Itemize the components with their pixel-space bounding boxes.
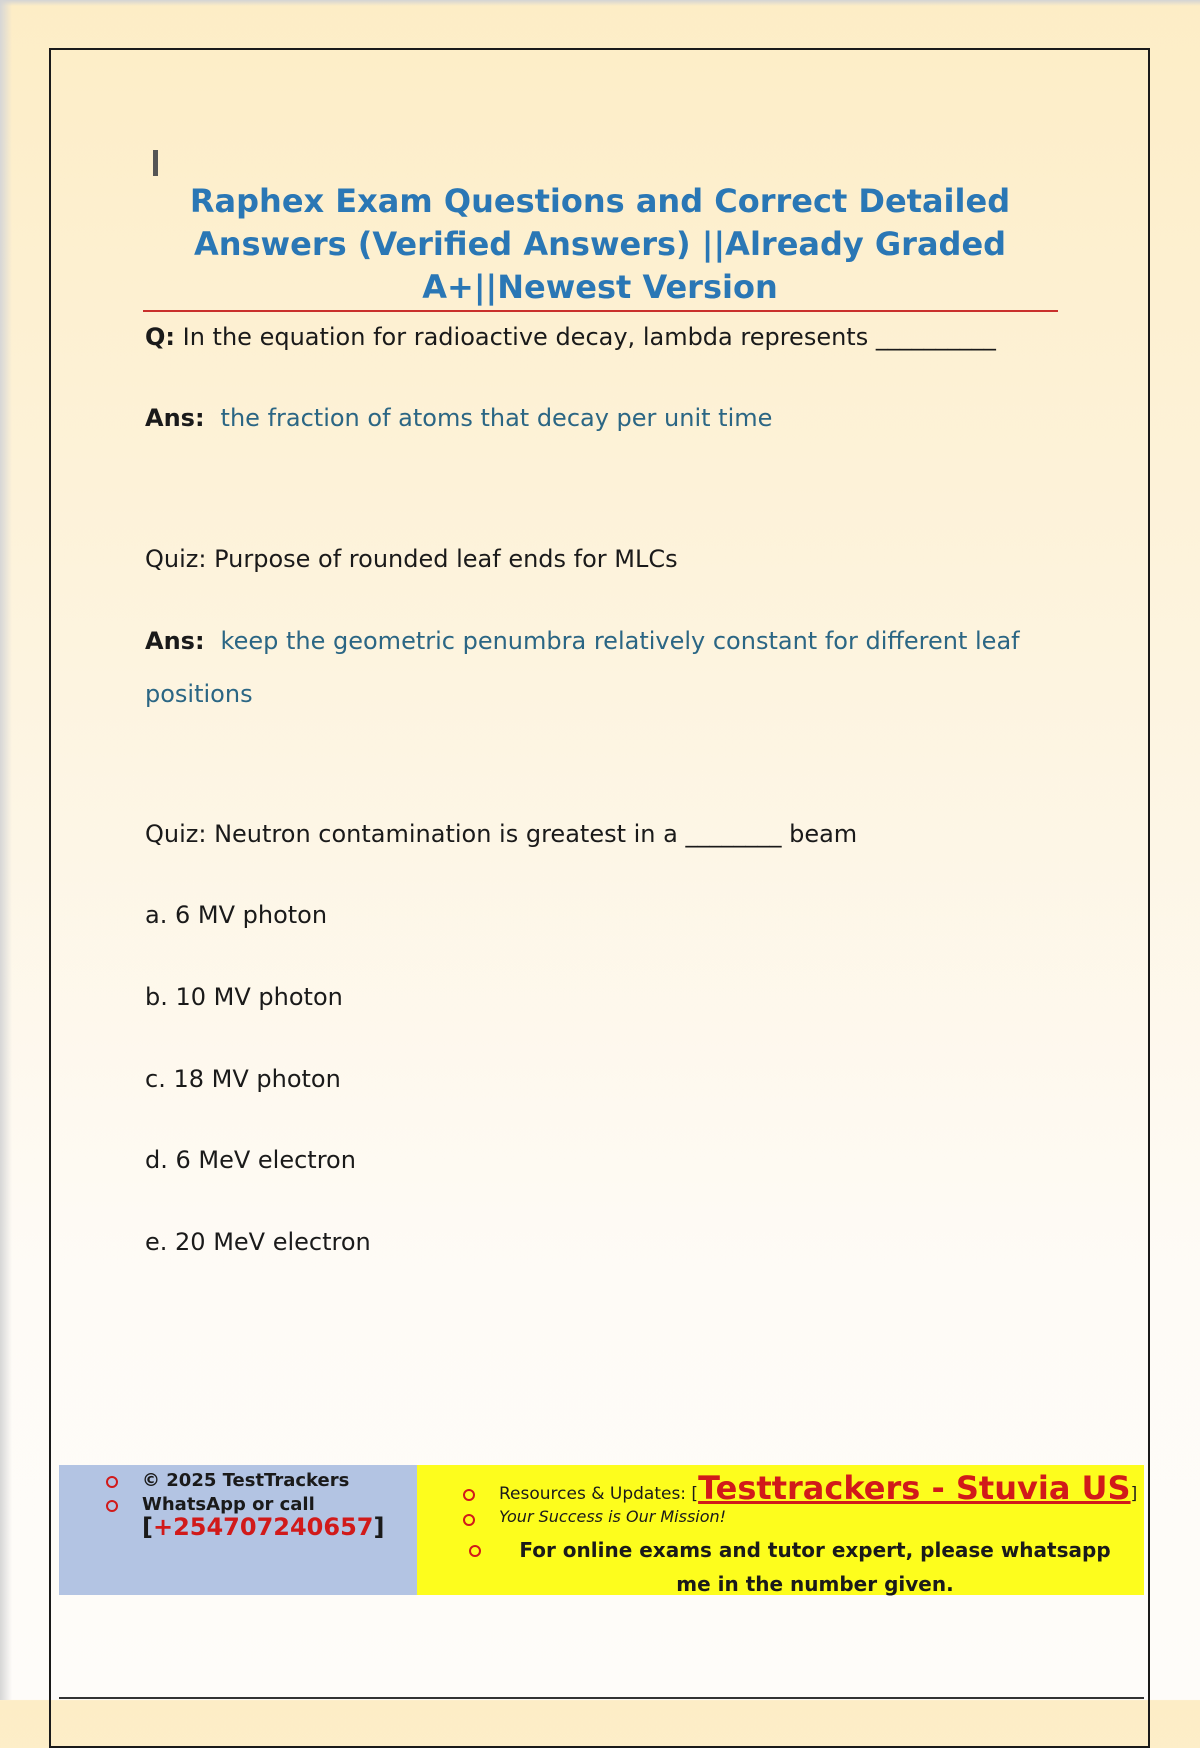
footer-contact-label: WhatsApp or call bbox=[142, 1494, 315, 1515]
page-left-shadow bbox=[0, 0, 12, 1700]
question-3-prefix: Quiz: bbox=[145, 820, 207, 848]
bullet-circle-icon bbox=[106, 1476, 118, 1488]
option-b: b. 10 MV photon bbox=[145, 983, 343, 1011]
promo-line-1: For online exams and tutor expert, please whatsapp bbox=[519, 1538, 1111, 1562]
resources-close: ] bbox=[1130, 1484, 1138, 1504]
title-underline bbox=[143, 310, 1058, 312]
bullet-circle-icon bbox=[463, 1489, 475, 1501]
phone-number[interactable]: +254707240657 bbox=[152, 1513, 374, 1541]
promo-line-2: me in the number given. bbox=[676, 1572, 954, 1596]
question-2-prefix: Quiz: bbox=[145, 545, 207, 573]
footer-promo-text bbox=[505, 1533, 1125, 1601]
option-a: a. 6 MV photon bbox=[145, 901, 328, 929]
bullet-circle-icon bbox=[106, 1500, 118, 1512]
stuvia-link[interactable]: Testtrackers - Stuvia US bbox=[698, 1469, 1131, 1507]
question-1 bbox=[145, 322, 996, 352]
question-2 bbox=[145, 544, 678, 574]
footer-banner bbox=[59, 1465, 1144, 1595]
page-top-shadow bbox=[0, 0, 1200, 6]
bullet-circle-icon bbox=[463, 1514, 475, 1526]
option-e: e. 20 MeV electron bbox=[145, 1228, 371, 1256]
bullet-circle-icon bbox=[469, 1545, 481, 1557]
footer-bottom-rule bbox=[59, 1697, 1144, 1699]
question-3 bbox=[145, 819, 857, 849]
answer-2-continuation bbox=[145, 679, 253, 709]
footer-contact-panel bbox=[59, 1465, 417, 1595]
phone-bracket-open: [ bbox=[142, 1513, 153, 1541]
answer-2 bbox=[145, 626, 1020, 656]
answer-2-text-line-1: keep the geometric penumbra relatively constant for different leaf bbox=[220, 627, 1020, 655]
option-c: c. 18 MV photon bbox=[145, 1065, 341, 1093]
answer-1-label: Ans: bbox=[145, 404, 205, 432]
answer-1 bbox=[145, 403, 772, 433]
footer-resources bbox=[499, 1469, 1137, 1507]
footer-phone[interactable] bbox=[142, 1513, 384, 1541]
question-1-prefix: Q: bbox=[145, 323, 175, 351]
phone-bracket-close: ] bbox=[373, 1513, 385, 1541]
question-3-text: Neutron contamination is greatest in a ________ beam bbox=[206, 820, 858, 848]
title-line-3: A+||Newest Version bbox=[422, 268, 778, 306]
text-cursor bbox=[153, 150, 158, 176]
question-1-text: In the equation for radioactive decay, lambda represents __________ bbox=[175, 323, 996, 351]
document-title bbox=[140, 180, 1060, 309]
answer-2-text-line-2: positions bbox=[145, 680, 253, 708]
answer-1-text: the fraction of atoms that decay per unit time bbox=[220, 404, 773, 432]
footer-promo-panel bbox=[417, 1465, 1144, 1595]
footer-copyright: © 2025 TestTrackers bbox=[142, 1470, 350, 1491]
option-d: d. 6 MeV electron bbox=[145, 1146, 356, 1174]
answer-2-label: Ans: bbox=[145, 627, 205, 655]
resources-label: Resources & Updates: [ bbox=[499, 1484, 699, 1504]
title-line-2: Answers (Verified Answers) ||Already Graded bbox=[193, 225, 1007, 263]
question-2-text: Purpose of rounded leaf ends for MLCs bbox=[206, 545, 678, 573]
footer-mission: Your Success is Our Mission! bbox=[499, 1507, 727, 1526]
title-line-1: Raphex Exam Questions and Correct Detailed bbox=[189, 182, 1011, 220]
